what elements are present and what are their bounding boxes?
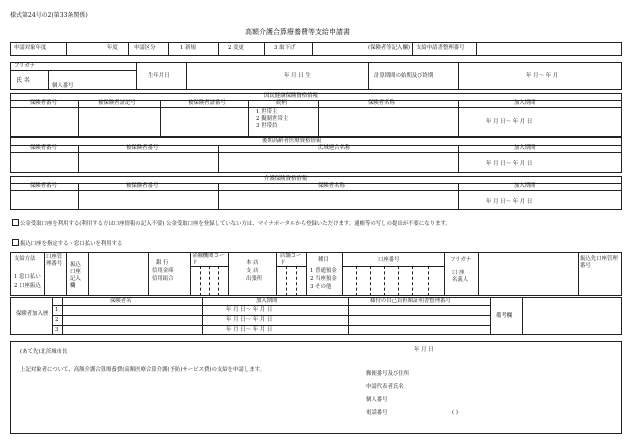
nhi-section-title: 国民健康保険資格情報 bbox=[264, 93, 318, 99]
elderly-section-title: 後期高齢者医療資格情報 bbox=[262, 138, 322, 144]
public-account-text: 公金受取口座を利用する(利用する方は口座情報の記入不要) 公金受取口座を登録していない方は、マイナポータルから登録いただけます。通帳等の写しの提出が不要になります。 bbox=[20, 221, 451, 227]
transfer-entry-label: 振込口座記入欄 bbox=[70, 262, 81, 289]
elderly-header-insurer-number: 保険者番号 bbox=[30, 145, 57, 151]
bank-type-bank[interactable]: 銀 行 bbox=[156, 260, 169, 266]
designated-account-checkbox[interactable] bbox=[12, 239, 19, 246]
account-number-label: 口座番号 bbox=[378, 257, 400, 263]
name-label: 氏 名 bbox=[16, 77, 30, 84]
nhi-header-card-number: 被保険者証番号 bbox=[188, 100, 226, 106]
representative-personal-number-label: 個人番号 bbox=[366, 397, 388, 403]
method-label: 支給方法 bbox=[14, 256, 36, 262]
application-date[interactable]: 年 月 日 bbox=[414, 347, 434, 353]
nhi-header-relation: 続柄 bbox=[276, 100, 287, 106]
insured-period-3[interactable]: 年 月 日〜 年 月 日 bbox=[226, 327, 273, 333]
branch-code-label: 店舗コード bbox=[280, 253, 302, 266]
declaration-text: 上記対象者について、高額介護合算療養費(高額医療合算介護(予防)サービス費)の支給を申請します。 bbox=[20, 367, 265, 373]
public-account-option[interactable] bbox=[12, 219, 451, 228]
method-counter[interactable]: 1 窓口払い bbox=[14, 274, 41, 280]
insured-header-period: 加入期間 bbox=[256, 298, 278, 304]
top-row-frame bbox=[10, 42, 622, 56]
nhi-header-card-symbol: 被保険者証記号 bbox=[98, 100, 136, 106]
period-label: 計算期間の始期及び終期 bbox=[374, 73, 434, 79]
branch-type-main[interactable]: 本 店 bbox=[246, 260, 259, 266]
insured-period-1[interactable]: 年 月 日〜 年 月 日 bbox=[226, 307, 273, 313]
bank-type-kumiai[interactable]: 信用組合 bbox=[152, 276, 174, 282]
insurer-fill-label: (保険者等記入欄) bbox=[368, 45, 410, 51]
ltc-header-insurer-number: 保険者番号 bbox=[30, 183, 57, 189]
nhi-period-value[interactable]: 年 月 日〜 年 月 日 bbox=[486, 119, 533, 125]
bank-code-label: 金融機関コード bbox=[192, 253, 225, 266]
ltc-header-period: 加入期間 bbox=[514, 183, 536, 189]
dest-mgmt-label: 振込先口座管理番号 bbox=[580, 256, 618, 269]
nhi-header-insurer-name: 保険者名称 bbox=[368, 100, 395, 106]
insured-header-cert-number: 様付の自己負担額証明書整理番号 bbox=[370, 298, 451, 304]
footer-frame bbox=[10, 341, 622, 434]
insured-row-1: 1 bbox=[55, 307, 59, 313]
insured-history-label: 保険者加入歴 bbox=[16, 311, 49, 317]
branch-type-sub[interactable]: 出張所 bbox=[246, 276, 263, 282]
application-type-option-new[interactable]: 1 新規 bbox=[180, 45, 196, 51]
account-type-ordinary[interactable]: 1 普通預金 bbox=[310, 268, 337, 274]
account-mgmt-label: 口座管理番号 bbox=[46, 254, 63, 267]
elderly-header-insured-number: 被保険者番号 bbox=[126, 145, 159, 151]
birthday-value[interactable]: 年 月 日 生 bbox=[284, 73, 311, 79]
ltc-header-insured-number: 被保険者番号 bbox=[126, 183, 159, 189]
addressee: (あて先)北茨城市長 bbox=[20, 349, 68, 355]
furigana-label: フリガナ bbox=[14, 63, 36, 69]
nhi-relation-deemed-head[interactable]: 2 擬制世帯主 bbox=[256, 116, 289, 122]
application-type-label: 申請区分 bbox=[134, 45, 156, 51]
nhi-relation-head[interactable]: 1 世帯主 bbox=[256, 109, 278, 115]
account-type-other[interactable]: 3 その他 bbox=[310, 284, 332, 290]
insured-row-3: 3 bbox=[55, 327, 59, 333]
postal-address-label: 郵便番号及び住所 bbox=[366, 371, 410, 377]
personal-number-label: 個人番号 bbox=[52, 83, 74, 89]
ltc-header-insurer-name: 保険者名称 bbox=[318, 183, 345, 189]
representative-name-label: 申請代表者氏名 bbox=[366, 384, 404, 390]
public-account-checkbox[interactable] bbox=[12, 219, 19, 226]
payment-number-label: 支給申請書整理番号 bbox=[416, 45, 465, 51]
birthday-label: 生年月日 bbox=[148, 73, 170, 79]
account-type-current[interactable]: 2 当座預金 bbox=[310, 276, 337, 282]
form-number: 様式第24号の2(第33条関係) bbox=[10, 12, 88, 19]
insured-period-2[interactable]: 年 月 日〜 年 月 日 bbox=[226, 317, 273, 323]
nhi-header-insurer-number: 保険者番号 bbox=[30, 100, 57, 106]
phone-label: 電話番号 bbox=[366, 410, 388, 416]
nhi-relation-member[interactable]: 3 世帯員 bbox=[256, 123, 278, 129]
elderly-period-value[interactable]: 年 月 日〜 年 月 日 bbox=[486, 161, 533, 167]
designated-account-option[interactable] bbox=[12, 239, 122, 248]
insured-header-insurer-name: 保険者名 bbox=[110, 298, 132, 304]
ltc-period-value[interactable]: 年 月 日〜 年 月 日 bbox=[486, 199, 533, 205]
insured-row-2: 2 bbox=[55, 317, 59, 323]
nhi-header-period: 加入期間 bbox=[514, 100, 536, 106]
year-suffix: 年度 bbox=[107, 45, 118, 51]
method-transfer[interactable]: 2 口座振込 bbox=[14, 283, 41, 289]
account-holder-label: 口 座 名義人 bbox=[452, 270, 469, 283]
period-value[interactable]: 年 月〜 年 月 bbox=[526, 73, 559, 79]
elderly-header-union-name: 広域連合名称 bbox=[318, 145, 351, 151]
insured-frame bbox=[10, 297, 622, 335]
ltc-section-title: 介護保険資格情報 bbox=[264, 176, 308, 182]
elderly-header-period: 加入期間 bbox=[514, 145, 536, 151]
payee-furigana-label: フリガナ bbox=[450, 257, 472, 263]
fiscal-year-label: 申請対象年度 bbox=[14, 45, 47, 51]
branch-type-branch[interactable]: 支 店 bbox=[246, 268, 259, 274]
phone-paren[interactable]: ( ) bbox=[452, 410, 458, 416]
designated-account-text: 振込口座を指定する・窓口払いを利用する bbox=[20, 241, 123, 247]
remarks-label: 備考欄 bbox=[496, 313, 513, 319]
account-type-label: 種目 bbox=[318, 257, 329, 263]
application-type-option-withdraw[interactable]: 3 取下げ bbox=[274, 45, 296, 51]
application-type-option-change[interactable]: 2 変更 bbox=[228, 45, 244, 51]
bank-type-shinkin[interactable]: 信用金庫 bbox=[152, 268, 174, 274]
form-title: 高額介護合算療養費等支給申請書 bbox=[245, 28, 350, 36]
